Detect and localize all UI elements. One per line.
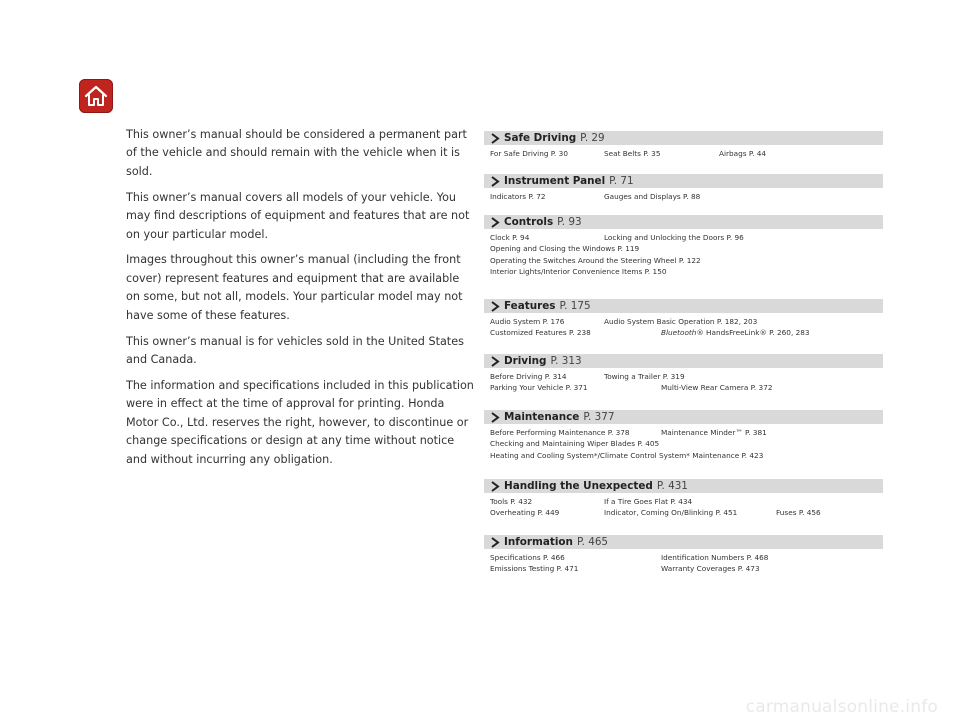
home-icon — [83, 84, 109, 108]
section-page: P. 431 — [656, 480, 688, 492]
toc-link[interactable]: Indicator, Coming On/Blinking P. 451 — [604, 508, 738, 518]
toc-section-safe-driving — [484, 131, 883, 159]
toc-link[interactable]: Parking Your Vehicle P. 371 — [490, 383, 588, 393]
toc-row — [484, 255, 883, 266]
toc-link[interactable]: Checking and Maintaining Wiper Blades P. 405 — [490, 439, 660, 449]
toc-link[interactable]: Interior Lights/Interior Convenience Items P. 150 — [490, 267, 667, 277]
arrow-link-icon — [490, 481, 500, 492]
toc-link[interactable]: Airbags P. 44 — [719, 149, 767, 158]
bluetooth-link-rest: ® HandsFreeLink® P. 260, 283 — [696, 328, 810, 338]
toc-link[interactable]: Identification Numbers P. 468 — [661, 553, 769, 562]
intro-paragraph: This owner’s manual is for vehicles sold in the United States and Canada. — [126, 334, 464, 366]
toc-row — [484, 552, 883, 563]
toc-link[interactable]: Clock P. 94 — [490, 233, 530, 242]
toc-link[interactable]: If a Tire Goes Flat P. 434 — [604, 497, 693, 506]
toc-heading-information[interactable] — [484, 535, 883, 549]
toc-link[interactable]: Emissions Testing P. 471 — [490, 564, 579, 574]
toc-section-handling-the-unexpected — [484, 479, 883, 519]
section-title: Controls — [504, 216, 554, 228]
section-page: P. 71 — [609, 175, 634, 187]
toc-section-controls — [484, 215, 883, 278]
section-title: Safe Driving — [504, 132, 577, 144]
toc-row — [484, 371, 883, 382]
toc-heading-safe-driving[interactable] — [484, 131, 883, 145]
bluetooth-brand-text: Bluetooth — [661, 328, 697, 338]
arrow-link-icon — [490, 356, 500, 367]
toc-row — [484, 382, 883, 393]
toc-heading-controls[interactable] — [484, 215, 883, 229]
toc-link[interactable]: Audio System P. 176 — [490, 317, 565, 326]
toc-link-bluetooth[interactable] — [661, 328, 810, 337]
section-page: P. 175 — [559, 300, 591, 312]
intro-paragraph: This owner’s manual should be considered a permanent part of the vehicle and should remain with the vehicle when it is sold. — [126, 128, 467, 178]
section-title: Maintenance — [504, 411, 580, 423]
toc-heading-maintenance[interactable] — [484, 410, 883, 424]
arrow-link-icon — [490, 301, 500, 312]
toc-row — [484, 191, 883, 202]
toc-link[interactable]: Indicators P. 72 — [490, 192, 546, 201]
section-page: P. 29 — [580, 132, 605, 144]
toc-row — [484, 427, 883, 438]
toc-row — [484, 243, 883, 254]
toc-heading-driving[interactable] — [484, 354, 883, 368]
toc-row — [484, 450, 883, 461]
section-title: Driving — [504, 355, 547, 367]
toc-link[interactable]: Fuses P. 456 — [776, 508, 821, 518]
toc-section-information — [484, 535, 883, 575]
section-title: Handling the Unexpected — [504, 480, 653, 492]
toc-link[interactable]: Before Driving P. 314 — [490, 372, 567, 381]
toc-row — [484, 507, 883, 518]
toc-section-maintenance — [484, 410, 883, 461]
section-page: P. 313 — [550, 355, 582, 367]
section-title: Information — [504, 536, 573, 548]
intro-text — [126, 126, 476, 476]
toc-row — [484, 438, 883, 449]
toc-link[interactable]: Maintenance Minder™ P. 381 — [661, 428, 767, 437]
toc-link[interactable]: Multi-View Rear Camera P. 372 — [661, 383, 773, 393]
arrow-link-icon — [490, 217, 500, 228]
intro-paragraph: The information and specifications included in this publication were in effect at the time of approval for printing. Honda Motor Co., Ltd. reserves the right, however, to discontinue or change specifications or design at any time without notice and without incurring any obligation. — [126, 378, 474, 466]
toc-link[interactable]: Overheating P. 449 — [490, 508, 560, 518]
toc-link[interactable]: Audio System Basic Operation P. 182, 203 — [604, 317, 758, 326]
toc-link[interactable]: Specifications P. 466 — [490, 553, 565, 562]
toc-row — [484, 148, 883, 159]
toc-section-driving — [484, 354, 883, 394]
toc-link[interactable]: Locking and Unlocking the Doors P. 96 — [604, 233, 744, 242]
section-title: Features — [504, 300, 556, 312]
section-page: P. 465 — [576, 536, 609, 548]
toc-link[interactable]: Opening and Closing the Windows P. 119 — [490, 244, 640, 254]
toc-link[interactable]: Operating the Switches Around the Steering Wheel P. 122 — [490, 255, 701, 265]
intro-paragraph: Images throughout this owner’s manual (including the front cover) represent features and equipment that are available on some, but not all, models. Your particular model may not have some of these features. — [126, 253, 463, 322]
toc-heading-handling-the-unexpected[interactable] — [484, 479, 883, 493]
toc-link[interactable]: Customized Features P. 238 — [490, 328, 591, 338]
toc-link[interactable]: Tools P. 432 — [490, 497, 533, 506]
toc-link[interactable]: Seat Belts P. 35 — [604, 149, 661, 158]
toc-heading-features[interactable] — [484, 299, 883, 313]
toc-link[interactable]: Towing a Trailer P. 319 — [604, 372, 685, 381]
arrow-link-icon — [490, 537, 500, 548]
toc-link[interactable]: Warranty Coverages P. 473 — [661, 564, 760, 574]
toc-row — [484, 496, 883, 507]
section-page: P. 93 — [557, 216, 582, 228]
toc-link[interactable]: Heating and Cooling System*/Climate Control System* Maintenance P. 423 — [490, 450, 764, 460]
toc-section-features — [484, 299, 883, 339]
section-page: P. 377 — [583, 411, 615, 423]
toc-heading-instrument-panel[interactable] — [484, 174, 883, 188]
toc-row — [484, 563, 883, 574]
home-button[interactable] — [79, 79, 113, 113]
watermark: carmanualsonline.info — [745, 697, 938, 717]
toc-section-instrument-panel — [484, 174, 883, 202]
arrow-link-icon — [490, 412, 500, 423]
toc-row — [484, 232, 883, 243]
toc-row — [484, 316, 883, 327]
arrow-link-icon — [490, 133, 500, 144]
toc-link[interactable]: For Safe Driving P. 30 — [490, 149, 568, 158]
toc-link[interactable]: Gauges and Displays P. 88 — [604, 192, 701, 201]
toc-row — [484, 327, 883, 338]
toc-link[interactable]: Before Performing Maintenance P. 378 — [490, 428, 630, 437]
intro-paragraph: This owner’s manual covers all models of your vehicle. You may find descriptions of equipment and features that are not on your particular model. — [126, 190, 470, 241]
arrow-link-icon — [490, 176, 500, 187]
toc-row — [484, 266, 883, 277]
section-title: Instrument Panel — [504, 175, 606, 187]
